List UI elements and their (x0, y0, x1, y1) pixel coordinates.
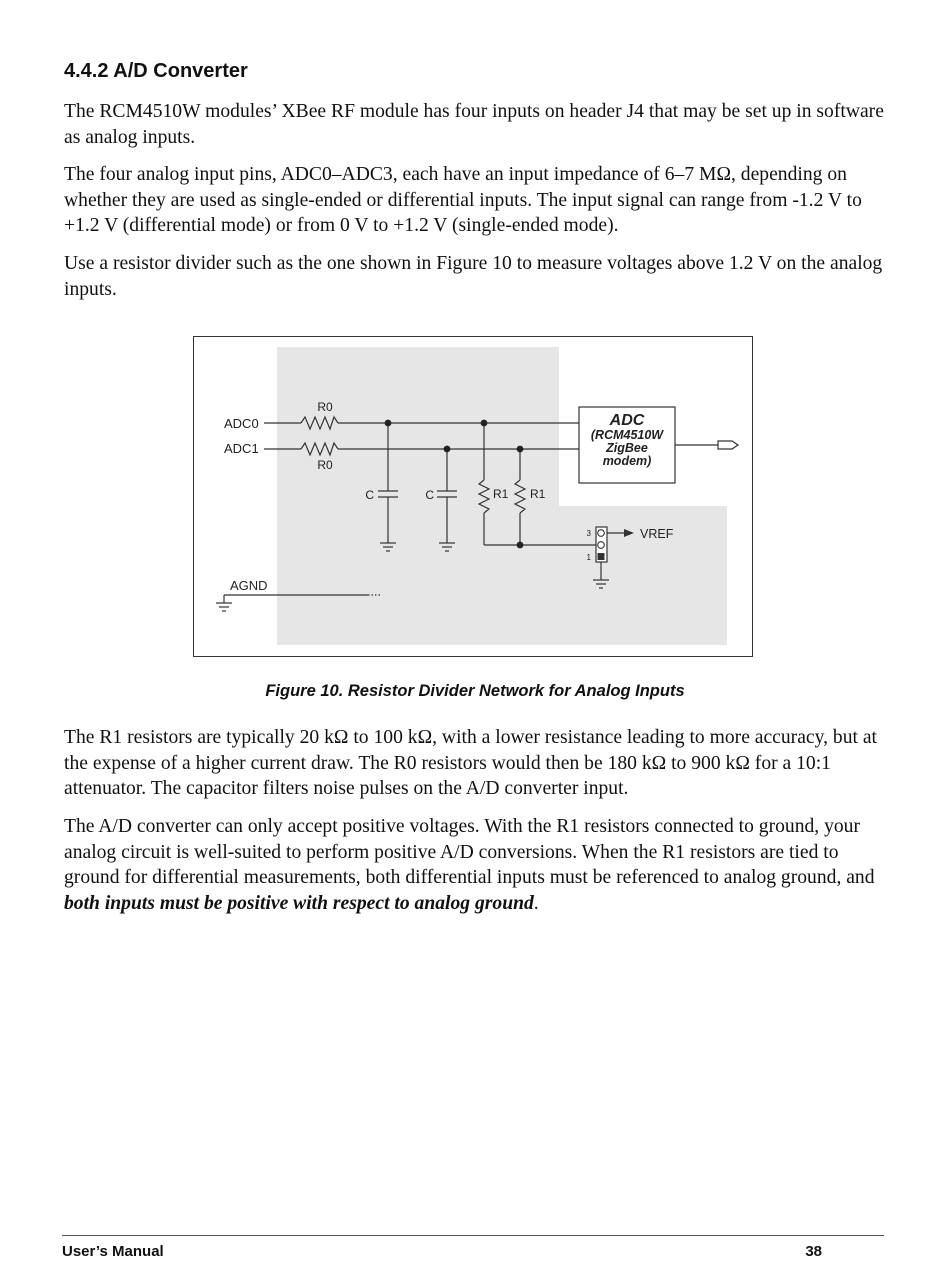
emphasis-positive-inputs: both inputs must be positive with respect to analog ground (64, 892, 534, 914)
label-adc1: ADC1 (224, 441, 259, 456)
adc-title: ADC (609, 412, 645, 429)
label-r0-top: R0 (317, 400, 333, 414)
adc-line-2: ZigBee (606, 441, 648, 455)
label-pin-1: 1 (586, 553, 591, 562)
paragraph-resistor-divider: Use a resistor divider such as the one shown in Figure 10 to measure voltages above 1.2 V on the analog inputs. (64, 253, 883, 300)
label-vref: VREF (640, 527, 674, 541)
circuit-svg (194, 337, 752, 656)
paragraph-input-pins: The four analog input pins, ADC0–ADC3, each have an input impedance of 6–7 MΩ, depending on whether they are used as single-ended or differential inputs. The input signal can range from -1.2 V to +1.2 V (differential mode) or from 0 V to +1.2 V (single-ended mode). (64, 164, 862, 236)
adc-line-3: modem) (602, 454, 652, 468)
footer-rule (62, 1235, 884, 1236)
paragraph-r1-resistors: The R1 resistors are typically 20 kΩ to 100 kΩ, with a lower resistance leading to more accuracy, but at the expense of a higher current draw. The R0 resistors would then be 180 kΩ to 900 kΩ for a 10:1 attenuator. The capacitor filters noise pulses on the A/D converter input. (64, 727, 877, 799)
label-adc0: ADC0 (224, 416, 259, 431)
adc-line-1: (RCM4510W (590, 428, 664, 442)
label-capacitor-1: C (365, 488, 374, 502)
label-r1-a: R1 (493, 487, 509, 501)
label-r0-bottom: R0 (317, 458, 333, 472)
footer-page-number: 38 (805, 1243, 822, 1260)
label-r1-b: R1 (530, 487, 546, 501)
paragraph-positive-voltages (64, 814, 886, 916)
label-capacitor-2: C (425, 488, 434, 502)
section-heading: 4.4.2 A/D Converter (64, 60, 248, 82)
footer-manual-title: User’s Manual (62, 1243, 164, 1260)
label-agnd: AGND (230, 578, 268, 593)
paragraph-intro: The RCM4510W modules’ XBee RF module has four inputs on header J4 that may be set up in software as analog inputs. (64, 101, 884, 148)
figure-caption: Figure 10. Resistor Divider Network for Analog Inputs (265, 682, 685, 700)
paragraph-positive-voltages-end: . (533, 892, 539, 914)
label-pin-3: 3 (586, 529, 591, 538)
figure-circuit-diagram (193, 336, 753, 657)
paragraph-positive-voltages-text: The A/D converter can only accept positive voltages. With the R1 resistors connected to ground, your analog circuit is well-suited to perform positive A/D conversions. When the R1 resistors are tied to ground for differential measurements, both differential inputs must be referenced to analog ground, and (64, 816, 875, 888)
